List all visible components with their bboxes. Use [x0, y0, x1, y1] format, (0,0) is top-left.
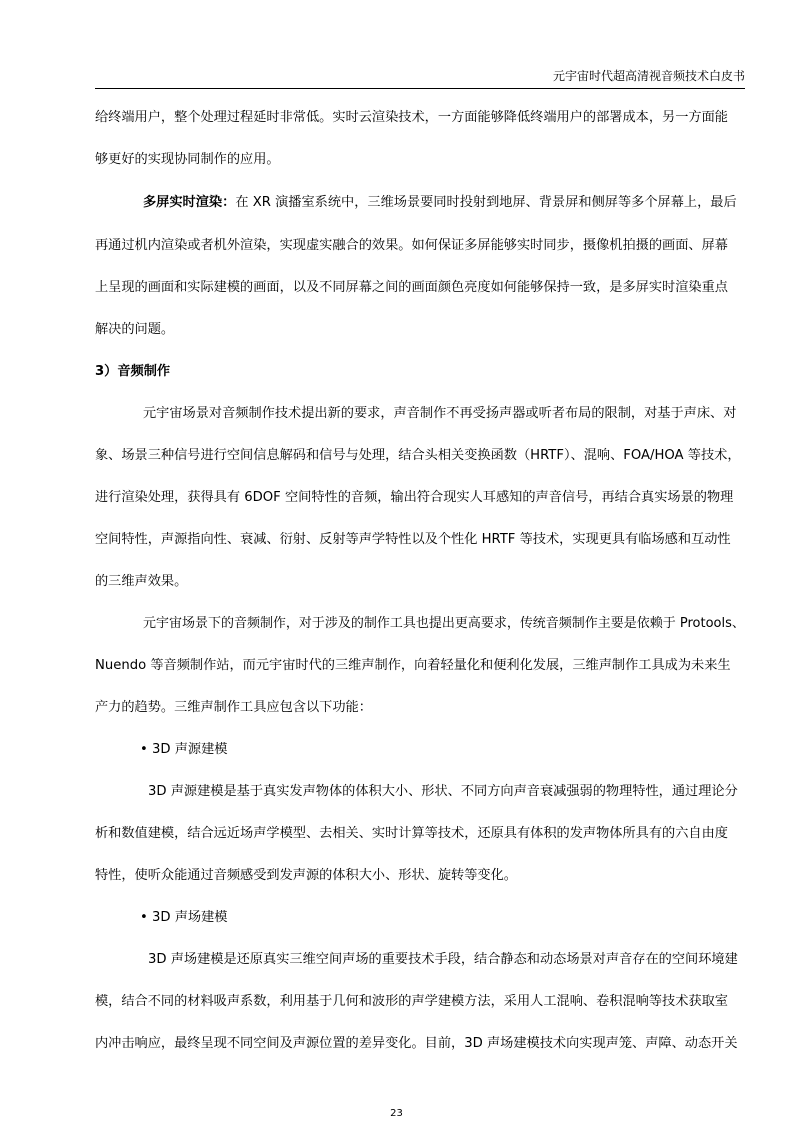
paragraph-line: 模，结合不同的材料吸声系数，利用基于几何和波形的声学建模方法，采用人工混响、卷积混响等技术获取室	[95, 994, 728, 1009]
paragraph-line: 解决的问题。	[95, 322, 175, 337]
paragraph-line: 够更好的实现协同制作的应用。	[95, 152, 280, 167]
header-rule	[95, 88, 745, 89]
section-heading: 3）音频制作	[95, 364, 171, 379]
paragraph-line: 内冲击响应，最终呈现不同空间及声源位置的差异变化。目前，3D 声场建模技术向实现声笼、声障、动态开关	[95, 1036, 738, 1051]
paragraph-lead	[143, 193, 737, 213]
paragraph-line: Nuendo 等音频制作站，而元宇宙时代的三维声制作，向着轻量化和便利化发展，三维声制作工具成为未来生	[95, 658, 731, 673]
paragraph-line: 产力的趋势。三维声制作工具应包含以下功能：	[95, 700, 372, 715]
page-number: 23	[390, 1108, 403, 1119]
paragraph-line: 再通过机内渲染或者机外渲染，实现虚实融合的效果。如何保证多屏能够实时同步，摄像机拍摄的画面、屏幕	[95, 238, 728, 253]
paragraph-line: 3D 声源建模是基于真实发声物体的体积大小、形状、不同方向声音衰减强弱的物理特性，通过理论分	[148, 784, 738, 799]
paragraph-line: 上呈现的画面和实际建模的画面，以及不同屏幕之间的画面颜色亮度如何能够保持一致，是多屏实时渲染重点	[95, 280, 728, 295]
paragraph-line: 空间特性，声源指向性、衰减、衍射、反射等声学特性以及个性化 HRTF 等技术，实现更具有临场感和互动性	[95, 532, 731, 547]
bullet-item: • 3D 声场建模	[140, 910, 228, 925]
paragraph-line: 象、场景三种信号进行空间信息解码和信号与处理，结合头相关变换函数（HRTF）、混响、FOA/HOA 等技术，	[95, 448, 741, 463]
paragraph-line: 的三维声效果。	[95, 574, 188, 589]
paragraph-line: 元宇宙场景对音频制作技术提出新的要求，声音制作不再受扬声器或听者布局的限制，对基于声床、对	[143, 406, 737, 421]
paragraph-line: 元宇宙场景下的音频制作，对于涉及的制作工具也提出更高要求，传统音频制作主要是依赖于 Protools、	[143, 616, 745, 631]
term-multiscreen-rendering: 多屏实时渲染：	[143, 195, 236, 210]
header-title: 元宇宙时代超高清视音频技术白皮书	[552, 69, 745, 83]
paragraph-line: 给终端用户，整个处理过程延时非常低。实时云渲染技术，一方面能够降低终端用户的部署成本，另一方面能	[95, 110, 728, 125]
paragraph-text: 在 XR 演播室系统中，三维场景要同时投射到地屏、背景屏和侧屏等多个屏幕上，最后	[235, 195, 737, 210]
paragraph-line: 3D 声场建模是还原真实三维空间声场的重要技术手段，结合静态和动态场景对声音存在的空间环境建	[148, 952, 738, 967]
paragraph-line: 进行渲染处理，获得具有 6DOF 空间特性的音频，输出符合现实人耳感知的声音信号，再结合真实场景的物理	[95, 490, 734, 505]
bullet-item: • 3D 声源建模	[140, 742, 228, 757]
paragraph-line: 特性，使听众能通过音频感受到发声源的体积大小、形状、旋转等变化。	[95, 868, 517, 883]
paragraph-line: 析和数值建模，结合远近场声学模型、去相关、实时计算等技术，还原具有体积的发声物体所具有的六自由度	[95, 826, 728, 841]
